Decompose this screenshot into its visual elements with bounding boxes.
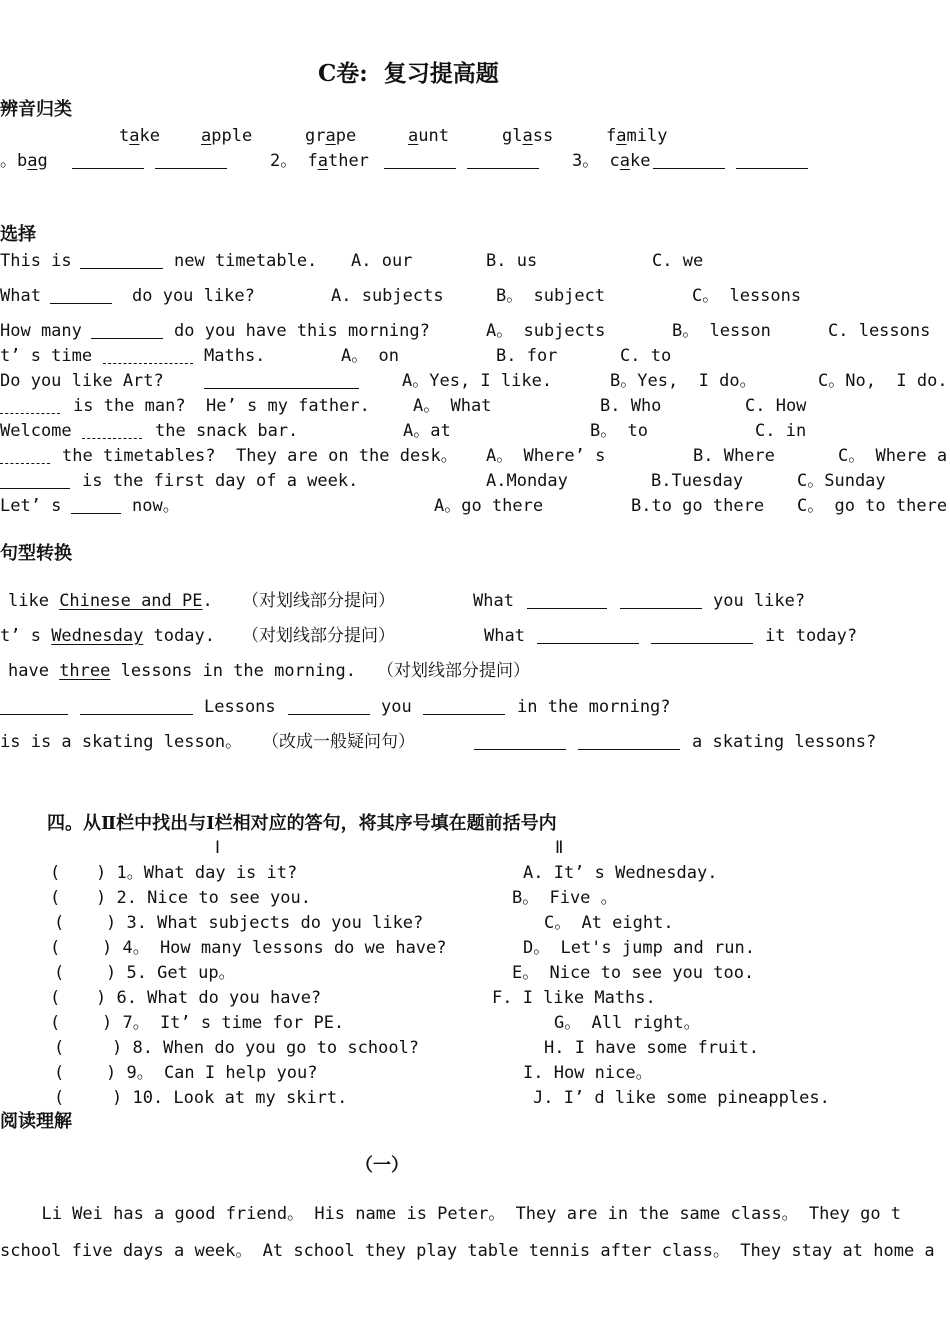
choice-6-option-b[interactable]: B. Who — [600, 396, 662, 416]
choice-8-stem: the timetables? They are on the desk。 — [62, 446, 458, 466]
match-question-2: ) 2. Nice to see you. — [96, 888, 311, 908]
choice-4-option-a[interactable]: A。 on — [341, 346, 399, 366]
choice-7-option-c[interactable]: C. in — [755, 421, 807, 441]
choice-8-option-b[interactable]: B. Where — [693, 446, 775, 466]
choice-2-option-c[interactable]: C。 lessons — [692, 286, 802, 306]
choice-9-option-b[interactable]: B.Tuesday — [651, 471, 744, 491]
choice-5-stem: Do you like Art? — [0, 371, 164, 391]
choice-7-option-a[interactable]: A。at — [403, 421, 451, 441]
transform-2-answer-start: What — [484, 626, 525, 646]
choice-1-option-c[interactable]: C. we — [652, 251, 704, 271]
match-question-7: ) 7。 It’ s time for PE. — [102, 1013, 345, 1033]
blank[interactable] — [527, 608, 607, 609]
transform-3: have three lessons in the morning. — [8, 661, 357, 681]
choice-5-option-c[interactable]: C。No, I do. — [818, 371, 948, 391]
choice-9-option-a[interactable]: A.Monday — [486, 471, 568, 491]
transform-2: t’ s Wednesday today. — [0, 626, 215, 646]
match-paren[interactable]: ( — [54, 1063, 65, 1083]
word-family: family — [606, 126, 668, 146]
match-paren[interactable]: ( — [50, 938, 61, 958]
blank[interactable] — [0, 714, 68, 715]
match-question-6: ) 6. What do you have? — [96, 988, 322, 1008]
choice-6-stem: is the man? He’ s my father. — [73, 396, 370, 416]
word-apple: apple — [201, 126, 253, 146]
choice-6-option-c[interactable]: C. How — [745, 396, 807, 416]
transform-4-note: （改成一般疑问句） — [262, 732, 415, 752]
blank[interactable] — [474, 749, 566, 750]
match-answer-d: D。 Let's jump and run. — [523, 938, 755, 958]
match-answer-c: C。 At eight. — [544, 913, 674, 933]
transform-1-answer-start: What — [473, 591, 514, 611]
match-question-4: ) 4。 How many lessons do we have? — [102, 938, 447, 958]
blank[interactable] — [50, 303, 112, 304]
choice-1-stem-end: new timetable. — [174, 251, 318, 271]
transform-3-answer-c: in the morning? — [517, 697, 671, 717]
blank[interactable] — [72, 168, 144, 169]
transform-4: is is a skating lesson。 — [0, 732, 243, 752]
blank[interactable] — [423, 714, 505, 715]
match-paren[interactable]: ( — [54, 963, 65, 983]
choice-1-option-b[interactable]: B. us — [486, 251, 538, 271]
choice-4-stem-end: Maths. — [204, 346, 266, 366]
match-question-3: ) 3. What subjects do you like? — [106, 913, 424, 933]
word-aunt: aunt — [408, 126, 449, 146]
match-paren[interactable]: ( — [50, 1013, 61, 1033]
choice-8-option-c[interactable]: C。 Where a — [838, 446, 948, 466]
blank[interactable] — [537, 643, 639, 644]
blank[interactable] — [736, 168, 808, 169]
match-answer-h: H. I have some fruit. — [544, 1038, 759, 1058]
choice-3-stem: How many — [0, 321, 82, 341]
blank[interactable] — [467, 168, 539, 169]
choice-2-option-b[interactable]: B。 subject — [496, 286, 606, 306]
transform-2-answer-end: it today? — [765, 626, 858, 646]
match-answer-e: E。 Nice to see you too. — [512, 963, 755, 983]
blank[interactable] — [80, 268, 163, 269]
choice-4-stem: t’ s time — [0, 346, 93, 366]
word-take: take — [119, 126, 160, 146]
page-title: C卷: 复习提高题 — [318, 60, 499, 87]
match-paren[interactable]: ( — [50, 988, 61, 1008]
blank[interactable] — [91, 338, 163, 339]
choice-3-option-a[interactable]: A。 subjects — [486, 321, 606, 341]
match-paren[interactable]: ( — [54, 1038, 65, 1058]
choice-10-option-b[interactable]: B.to go there — [631, 496, 765, 516]
choice-2-option-a[interactable]: A. subjects — [331, 286, 444, 306]
transform-4-answer-end: a skating lessons? — [692, 732, 877, 752]
choice-6-option-a[interactable]: A。 What — [413, 396, 492, 416]
reading-passage-number: （一） — [355, 1155, 409, 1176]
section-heading-choice: 选择 — [0, 224, 36, 245]
blank[interactable] — [620, 608, 702, 609]
phonics-q1: 。bag — [0, 151, 48, 171]
choice-4-option-c[interactable]: C. to — [620, 346, 672, 366]
match-question-5: ) 5. Get up。 — [106, 963, 236, 983]
word-glass: glass — [502, 126, 554, 146]
choice-8-option-a[interactable]: A。 Where’ s — [486, 446, 606, 466]
blank[interactable] — [651, 643, 753, 644]
blank[interactable] — [0, 463, 50, 464]
blank[interactable] — [103, 363, 193, 364]
match-question-8: ) 8. When do you go to school? — [112, 1038, 420, 1058]
choice-5-option-b[interactable]: B。Yes, I do。 — [610, 371, 757, 391]
transform-3-answer-a: Lessons — [204, 697, 276, 717]
section-heading-transform: 句型转换 — [0, 543, 72, 564]
match-answer-j: J. I’ d like some pineapples. — [533, 1088, 830, 1108]
phonics-q2: 2。 father — [270, 151, 369, 171]
section-heading-matching: 四。从Ⅱ栏中找出与Ⅰ栏相对应的答句，将其序号填在题前括号内 — [47, 813, 557, 834]
choice-2-stem: What — [0, 286, 41, 306]
match-paren[interactable]: ( — [54, 1088, 65, 1108]
column-header-1: Ⅰ — [215, 838, 221, 858]
word-grape: grape — [305, 126, 357, 146]
match-paren[interactable]: ( — [54, 913, 65, 933]
match-paren[interactable]: ( — [50, 863, 61, 883]
reading-passage-line-2: school five days a week。 At school they play table tennis after class。 They stay at home a — [0, 1241, 935, 1261]
blank[interactable] — [155, 168, 227, 169]
blank[interactable] — [0, 488, 70, 489]
choice-3-stem-end: do you have this morning? — [174, 321, 430, 341]
transform-2-note: （对划线部分提问） — [242, 626, 395, 646]
match-paren[interactable]: ( — [50, 888, 61, 908]
choice-5-option-a[interactable]: A。Yes, I like. — [402, 371, 553, 391]
blank[interactable] — [578, 749, 680, 750]
match-answer-f: F. I like Maths. — [492, 988, 656, 1008]
choice-4-option-b[interactable]: B. for — [496, 346, 558, 366]
section-heading-phonics: 辨音归类 — [0, 99, 72, 120]
choice-9-stem: is the first day of a week. — [82, 471, 359, 491]
match-question-1: ) 1。What day is it? — [96, 863, 298, 883]
blank[interactable] — [71, 513, 121, 514]
transform-3-answer-b: you — [381, 697, 412, 717]
blank[interactable] — [288, 714, 370, 715]
choice-1-stem: This is — [0, 251, 72, 271]
reading-passage-line-1: Li Wei has a good friend。 His name is Peter。 They are in the same class。 They go t — [21, 1204, 902, 1224]
blank[interactable] — [384, 168, 456, 169]
transform-3-note: （对划线部分提问） — [377, 661, 530, 681]
match-answer-i: I. How nice。 — [523, 1063, 653, 1083]
column-header-2: Ⅱ — [555, 838, 564, 858]
blank[interactable] — [80, 714, 193, 715]
match-question-10: ) 10. Look at my skirt. — [112, 1088, 348, 1108]
match-answer-g: G。 All right。 — [554, 1013, 701, 1033]
choice-1-option-a[interactable]: A. our — [351, 251, 413, 271]
choice-7-stem-end: the snack bar. — [155, 421, 299, 441]
transform-1: like Chinese and PE. — [8, 591, 213, 611]
blank[interactable] — [204, 388, 359, 389]
blank[interactable] — [0, 413, 60, 414]
blank[interactable] — [653, 168, 725, 169]
match-answer-a: A. It’ s Wednesday. — [523, 863, 718, 883]
section-heading-reading: 阅读理解 — [0, 1111, 72, 1132]
choice-7-option-b[interactable]: B。 to — [590, 421, 648, 441]
choice-3-option-c[interactable]: C. lessons — [828, 321, 931, 341]
choice-2-stem-end: do you like? — [132, 286, 255, 306]
match-question-9: ) 9。 Can I help you? — [106, 1063, 318, 1083]
choice-9-option-c[interactable]: C。Sunday — [797, 471, 886, 491]
choice-7-stem: Welcome — [0, 421, 72, 441]
choice-10-option-a[interactable]: A。go there — [434, 496, 544, 516]
choice-10-stem-end: now。 — [132, 496, 180, 516]
choice-10-option-c[interactable]: C。 go to there — [797, 496, 948, 516]
transform-1-answer-end: you like? — [713, 591, 806, 611]
transform-1-note: （对划线部分提问） — [242, 591, 395, 611]
choice-10-stem: Let’ s — [0, 496, 62, 516]
blank[interactable] — [82, 438, 142, 439]
match-answer-b: B。 Five 。 — [512, 888, 618, 908]
choice-3-option-b[interactable]: B。 lesson — [672, 321, 771, 341]
phonics-q3: 3。 cake — [572, 151, 651, 171]
